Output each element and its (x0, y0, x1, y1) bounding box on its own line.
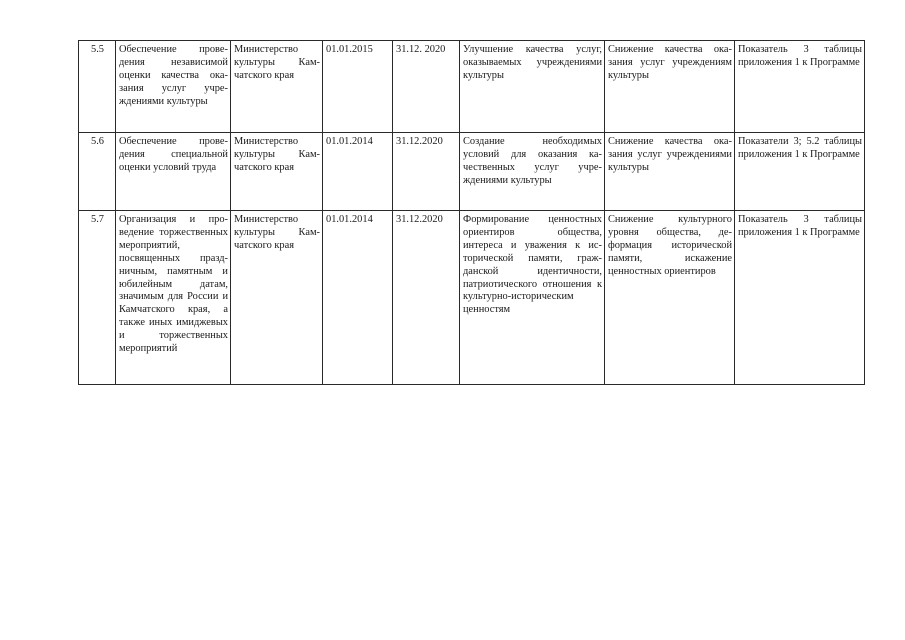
result-cell (460, 211, 605, 385)
row-number-cell (79, 41, 116, 133)
executor-cell (231, 133, 323, 211)
table-row-5-6 (79, 133, 865, 211)
executor-cell (231, 41, 323, 133)
executor-text: Министерство культуры Камчатского края (234, 44, 320, 81)
end-date: 31.12.2020 (396, 214, 443, 225)
consequence-text: Снижение качества оказания услуг учреждениям культуры (608, 44, 732, 81)
consequence-text: Снижение качества оказания услуг учреждениями культуры (608, 136, 732, 173)
row-number-cell (79, 211, 116, 385)
indicator-text: Показатель 3 таблицы приложения 1 к Программе (738, 214, 862, 238)
program-measures-table (78, 40, 865, 385)
event-text: Организация и проведение торжественных мероприятий, посвященных праздничным, памятным и юбилейным датам, значимым для России и Камчатского края, а также иных имиджевых и торжественных мероприятий (119, 214, 228, 355)
end-date-cell (393, 41, 460, 133)
start-date: 01.01.2015 (326, 44, 373, 55)
event-cell (116, 133, 231, 211)
indicator-cell (735, 133, 865, 211)
indicator-text: Показатели 3; 5.2 таблицы приложения 1 к Программе (738, 136, 862, 160)
executor-text: Министерство культуры Камчатского края (234, 214, 320, 251)
indicator-cell (735, 41, 865, 133)
row-number: 5.7 (91, 214, 104, 225)
result-cell (460, 41, 605, 133)
indicator-cell (735, 211, 865, 385)
result-text: Создание необходимых условий для оказания качественных услуг учреждениями культуры (463, 136, 602, 186)
executor-text: Министерство культуры Камчатского края (234, 136, 320, 173)
start-date-cell (323, 41, 393, 133)
table-row-5-7 (79, 211, 865, 385)
event-text: Обеспечение проведения специальной оценки условий труда (119, 136, 228, 173)
consequence-cell (605, 41, 735, 133)
end-date: 31.12. 2020 (396, 44, 446, 55)
end-date-cell (393, 211, 460, 385)
result-text: Формирование ценностных ориентиров общества, интереса и уважения к исторической памяти, гражданской идентичности, патриотического отношения к культурно-историческим ценностям (463, 214, 602, 316)
row-number: 5.6 (91, 136, 104, 147)
result-cell (460, 133, 605, 211)
consequence-text: Снижение культурного уровня общества, деформация исторической памяти, искажение ценностных ориентиров (608, 214, 732, 277)
table-row-5-5 (79, 41, 865, 133)
start-date: 01.01.2014 (326, 214, 373, 225)
executor-cell (231, 211, 323, 385)
event-cell (116, 41, 231, 133)
row-number-cell (79, 133, 116, 211)
indicator-text: Показатель 3 таблицы приложения 1 к Программе (738, 44, 862, 68)
event-cell (116, 211, 231, 385)
start-date: 01.01.2014 (326, 136, 373, 147)
row-number: 5.5 (91, 44, 104, 55)
start-date-cell (323, 211, 393, 385)
consequence-cell (605, 133, 735, 211)
end-date-cell (393, 133, 460, 211)
result-text: Улучшение качества услуг, оказываемых учреждениями культуры (463, 44, 602, 81)
consequence-cell (605, 211, 735, 385)
start-date-cell (323, 133, 393, 211)
event-text: Обеспечение проведения независимой оценки качества оказания услуг учреждениями культуры (119, 44, 228, 107)
end-date: 31.12.2020 (396, 136, 443, 147)
